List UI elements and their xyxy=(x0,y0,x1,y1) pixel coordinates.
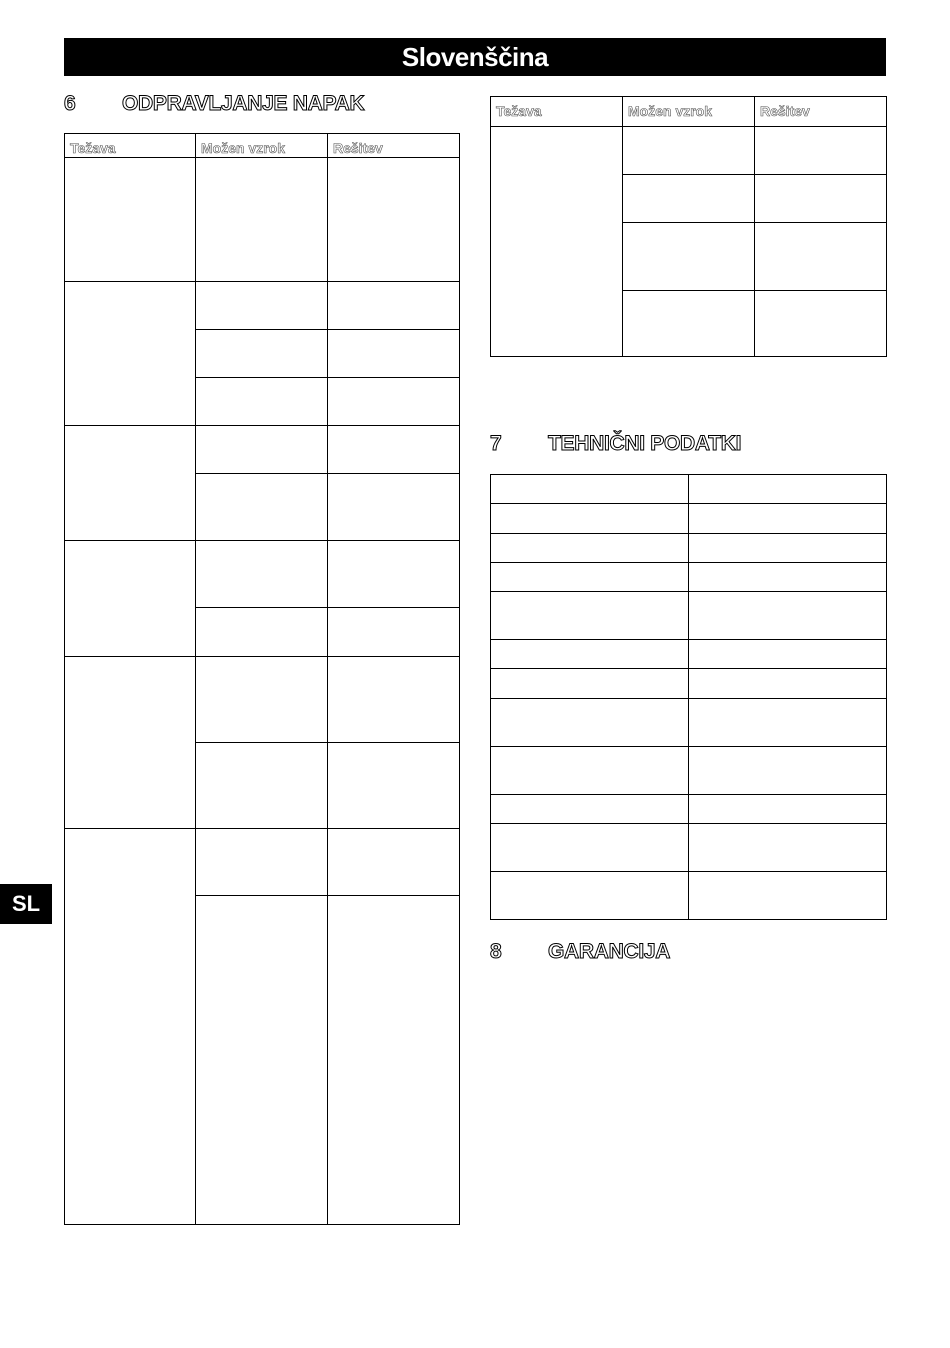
table-cell xyxy=(689,872,887,920)
section-title: ODPRAVLJANJE NAPAK xyxy=(122,92,365,115)
table-cell xyxy=(491,669,689,699)
table-cell xyxy=(689,504,887,534)
table-cell xyxy=(689,699,887,747)
technical-data-table xyxy=(490,474,887,920)
table-cell xyxy=(623,291,755,357)
table-row xyxy=(65,426,460,474)
table-cell xyxy=(65,282,196,426)
table-row xyxy=(491,747,887,795)
section-title: GARANCIJA xyxy=(548,940,671,963)
page-title: Slovenščina xyxy=(401,41,549,72)
troubleshooting-heading xyxy=(64,92,364,116)
table-row xyxy=(491,699,887,747)
table-cell xyxy=(65,829,196,1225)
table-cell xyxy=(196,896,328,1225)
table-row xyxy=(491,475,887,504)
table-cell xyxy=(328,474,460,541)
warranty-heading xyxy=(490,940,670,964)
table-cell xyxy=(755,175,887,223)
table-row xyxy=(65,829,460,896)
table-row xyxy=(65,657,460,743)
column-header-solution: Rešitev xyxy=(755,97,887,127)
table-cell xyxy=(328,541,460,608)
table-cell xyxy=(491,699,689,747)
table-row xyxy=(491,669,887,699)
table-cell xyxy=(328,330,460,378)
table-cell xyxy=(623,223,755,291)
section-number: 8 xyxy=(490,940,502,963)
troubleshooting-table-right xyxy=(490,96,887,357)
table-cell xyxy=(491,475,689,504)
table-cell xyxy=(755,223,887,291)
section-number: 6 xyxy=(64,92,76,115)
table-cell xyxy=(491,640,689,669)
table-row xyxy=(65,282,460,330)
table-cell xyxy=(196,330,328,378)
section-title: TEHNIČNI PODATKI xyxy=(548,432,742,455)
table-cell xyxy=(491,795,689,824)
table-cell xyxy=(689,563,887,592)
column-header-cause: Možen vzrok xyxy=(623,97,755,127)
table-cell xyxy=(196,829,328,896)
table-cell xyxy=(755,127,887,175)
table-cell xyxy=(623,127,755,175)
table-cell xyxy=(491,747,689,795)
table-cell xyxy=(328,158,460,282)
table-cell xyxy=(65,426,196,541)
table-row xyxy=(491,795,887,824)
table-row xyxy=(491,592,887,640)
table-cell xyxy=(196,474,328,541)
table-row xyxy=(491,504,887,534)
technical-data-heading xyxy=(490,432,741,456)
column-header-problem: Težava xyxy=(491,97,623,127)
column-header-solution: Rešitev xyxy=(328,134,460,158)
table-cell xyxy=(328,282,460,330)
table-cell xyxy=(623,175,755,223)
table-cell xyxy=(328,426,460,474)
table-cell xyxy=(328,743,460,829)
table-cell xyxy=(491,534,689,563)
table-row xyxy=(491,127,887,175)
table-cell xyxy=(491,872,689,920)
column-header-problem: Težava xyxy=(65,134,196,158)
table-row xyxy=(65,541,460,608)
table-cell xyxy=(491,592,689,640)
table-cell xyxy=(689,669,887,699)
table-cell xyxy=(65,158,196,282)
language-tab xyxy=(0,884,52,924)
table-cell xyxy=(328,896,460,1225)
table-row xyxy=(491,872,887,920)
table-row xyxy=(491,824,887,872)
table-cell xyxy=(328,657,460,743)
table-cell xyxy=(196,158,328,282)
table-cell xyxy=(328,378,460,426)
table-cell xyxy=(328,608,460,657)
table-cell xyxy=(196,378,328,426)
table-cell xyxy=(65,657,196,829)
section-number: 7 xyxy=(490,432,502,455)
table-cell xyxy=(196,541,328,608)
table-cell xyxy=(689,592,887,640)
page-header xyxy=(64,38,886,76)
table-cell xyxy=(491,504,689,534)
table-cell xyxy=(689,475,887,504)
table-cell xyxy=(196,743,328,829)
troubleshooting-table-left xyxy=(64,133,460,1225)
table-cell xyxy=(328,829,460,896)
table-row xyxy=(491,534,887,563)
language-tab-label: SL xyxy=(11,891,41,916)
table-row xyxy=(491,640,887,669)
table-cell xyxy=(196,608,328,657)
table-cell xyxy=(65,541,196,657)
table-cell xyxy=(196,282,328,330)
table-cell xyxy=(689,640,887,669)
table-cell xyxy=(689,795,887,824)
column-header-cause: Možen vzrok xyxy=(196,134,328,158)
table-cell xyxy=(689,824,887,872)
table-cell xyxy=(689,534,887,563)
table-row xyxy=(65,158,460,282)
table-cell xyxy=(755,291,887,357)
table-cell xyxy=(689,747,887,795)
table-cell xyxy=(491,127,623,357)
table-cell xyxy=(491,824,689,872)
table-cell xyxy=(491,563,689,592)
table-cell xyxy=(196,657,328,743)
table-cell xyxy=(196,426,328,474)
table-row xyxy=(491,563,887,592)
